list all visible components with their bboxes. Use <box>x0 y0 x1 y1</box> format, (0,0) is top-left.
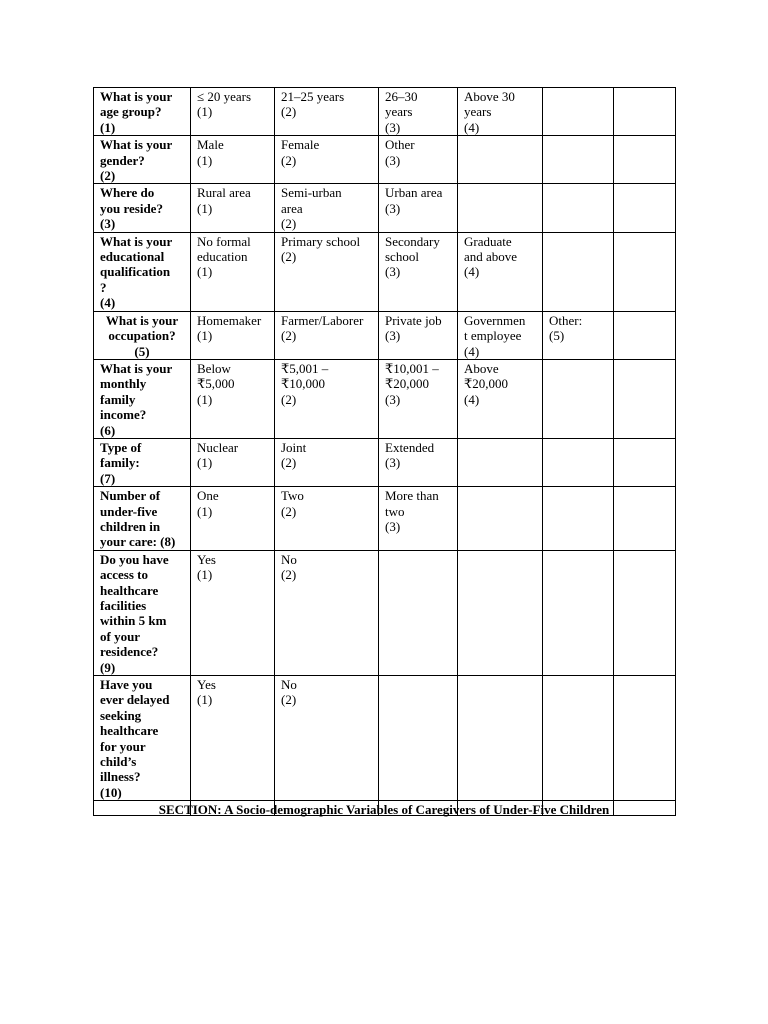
option-cell: One (1) <box>191 487 275 551</box>
empty-cell <box>458 136 543 184</box>
empty-cell <box>614 359 676 438</box>
empty-cell <box>543 88 614 136</box>
option-cell: Two (2) <box>275 487 379 551</box>
question-cell: What is your educational qualification ? (4) <box>94 232 191 311</box>
empty-cell <box>543 550 614 675</box>
empty-cell <box>543 184 614 232</box>
option-cell: Semi-urban area (2) <box>275 184 379 232</box>
socio-demographic-table <box>93 87 676 816</box>
empty-cell <box>614 438 676 486</box>
empty-cell <box>458 438 543 486</box>
option-cell: ₹5,001 – ₹10,000 (2) <box>275 359 379 438</box>
empty-cell <box>614 136 676 184</box>
option-cell: Male (1) <box>191 136 275 184</box>
question-cell: What is your monthly family income? (6) <box>94 359 191 438</box>
empty-cell <box>614 676 676 801</box>
question-cell: Have you ever delayed seeking healthcare for your child’s illness? (10) <box>94 676 191 801</box>
option-cell: Extended (3) <box>379 438 458 486</box>
option-cell: Nuclear (1) <box>191 438 275 486</box>
option-cell: Private job (3) <box>379 311 458 359</box>
option-cell: Other (3) <box>379 136 458 184</box>
empty-cell <box>614 88 676 136</box>
option-cell: Farmer/Laborer (2) <box>275 311 379 359</box>
option-cell: Below ₹5,000 (1) <box>191 359 275 438</box>
empty-cell <box>614 184 676 232</box>
option-cell: More than two (3) <box>379 487 458 551</box>
section-caption: SECTION: A Socio-demographic Variables of Caregivers of Under-Five Children <box>158 802 610 817</box>
option-cell: Above ₹20,000 (4) <box>458 359 543 438</box>
option-cell: Secondary school (3) <box>379 232 458 311</box>
option-cell: 21–25 years (2) <box>275 88 379 136</box>
option-cell: Above 30 years (4) <box>458 88 543 136</box>
option-cell: Female (2) <box>275 136 379 184</box>
option-cell: No formal education (1) <box>191 232 275 311</box>
empty-cell <box>458 487 543 551</box>
empty-cell <box>614 232 676 311</box>
empty-cell <box>543 136 614 184</box>
empty-cell <box>458 550 543 675</box>
option-cell: Joint (2) <box>275 438 379 486</box>
option-cell: No (2) <box>275 550 379 675</box>
empty-cell <box>458 676 543 801</box>
option-cell: Primary school (2) <box>275 232 379 311</box>
option-cell: Rural area (1) <box>191 184 275 232</box>
option-cell: Yes (1) <box>191 676 275 801</box>
option-cell: ≤ 20 years (1) <box>191 88 275 136</box>
question-cell: What is your age group? (1) <box>94 88 191 136</box>
option-cell: 26–30 years (3) <box>379 88 458 136</box>
empty-cell <box>543 438 614 486</box>
empty-cell <box>543 232 614 311</box>
option-cell: Graduate and above (4) <box>458 232 543 311</box>
empty-cell <box>614 550 676 675</box>
empty-cell <box>543 487 614 551</box>
empty-cell <box>379 550 458 675</box>
empty-cell <box>543 676 614 801</box>
option-cell: Urban area (3) <box>379 184 458 232</box>
option-cell: Homemaker (1) <box>191 311 275 359</box>
empty-cell <box>543 359 614 438</box>
question-cell: What is your occupation? (5) <box>94 311 191 359</box>
option-cell: ₹10,001 – ₹20,000 (3) <box>379 359 458 438</box>
option-cell: Other: (5) <box>543 311 614 359</box>
question-cell: What is your gender? (2) <box>94 136 191 184</box>
question-cell: Where do you reside? (3) <box>94 184 191 232</box>
empty-cell <box>379 676 458 801</box>
question-cell: Number of under-five children in your care: (8) <box>94 487 191 551</box>
option-cell: No (2) <box>275 676 379 801</box>
question-cell: Do you have access to healthcare facilities within 5 km of your residence? (9) <box>94 550 191 675</box>
question-cell: Type of family: (7) <box>94 438 191 486</box>
empty-cell <box>614 487 676 551</box>
empty-cell <box>614 311 676 359</box>
option-cell: Yes (1) <box>191 550 275 675</box>
empty-cell <box>458 184 543 232</box>
option-cell: Governmen t employee (4) <box>458 311 543 359</box>
